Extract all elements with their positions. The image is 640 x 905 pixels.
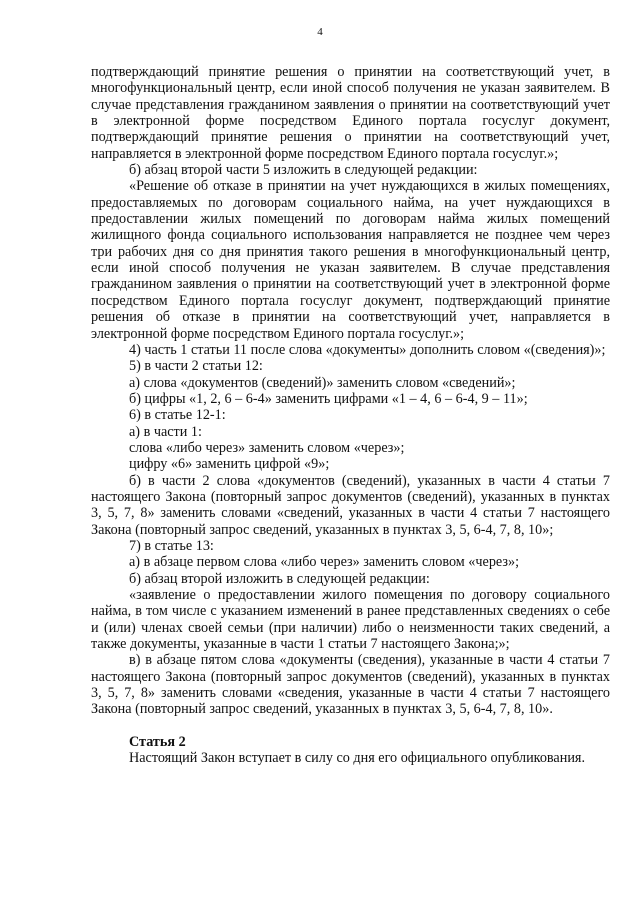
paragraph-item-4: 4) часть 1 статьи 11 после слова «документы» дополнить словом «(сведения)»; [129,341,606,358]
paragraph-item-5b: б) цифры «1, 2, 6 – 6-4» заменить цифрами «1 – 4, 6 – 6-4, 9 – 11»; [129,390,528,407]
paragraph-item-6: 6) в статье 12-1: [129,407,226,424]
paragraph-item-6b: б) в части 2 слова «документов (сведений), указанных в части 4 статьи 7 настоящего Закона (повторный запрос документов (сведений), указанных в пунктах 3, 5, 7, 8» заменить словами «сведений, указанных в части 4 статьи 7 настоящего Закона (повторный запрос сведений, указанных в пунктах 3, 5, 6-4, 7, 8, 10»; [91,472,610,538]
page-number: 4 [317,26,323,38]
document-body [91,64,610,766]
paragraph-item-6a-digit: цифру «6» заменить цифрой «9»; [129,456,330,473]
paragraph-item-5a: а) слова «документов (сведений)» заменить словом «сведений»; [129,374,516,391]
paragraph-continuation: подтверждающий принятие решения о принятии на соответствующий учет, в многофункциональный центр, если иной способ получения не указан заявителем. В случае представления гражданином заявления о принятии на соответствующий учет в электронной форме посредством Единого портала госуслуг документ, подтверждающий принятие решения о принятии на соответствующий учет, направляется в электронной форме посредством Единого портала госуслуг.»; [91,64,610,162]
paragraph-item-b-part5: б) абзац второй части 5 изложить в следующей редакции: [129,162,478,179]
paragraph-item-7a: а) в абзаце первом слова «либо через» заменить словом «через»; [129,554,520,571]
article-heading: Статья 2 [129,733,186,750]
paragraph-item-7: 7) в статье 13: [129,537,214,554]
paragraph-item-7v: в) в абзаце пятом слова «документы (сведения), указанные в части 4 статьи 7 настоящего Закона (повторный запрос документов (сведений), указанных в пунктах 3, 5, 7, 8» заменить словами «сведения, указанные в части 4 статьи 7 настоящего Закона (повторный запрос сведений, указанных в пунктах 3, 5, 6-4, 7, 8, 10». [91,652,610,718]
paragraph-application-text: «заявление о предоставлении жилого помещения по договору социального найма, в том числе с указанием изменений в ранее представленных сведениях о себе и (или) членах своей семьи (при наличии) либо о неизменности таких сведений, а также документы, указанные в части 1 статьи 7 настоящего Закона;»; [91,587,610,653]
article-text: Настоящий Закон вступает в силу со дня его официального опубликования. [129,750,585,767]
paragraph-refusal-decision: «Решение об отказе в принятии на учет нуждающихся в жилых помещениях, предоставляемых по договорам социального найма, на учет нуждающихся в предоставлении жилых помещений по договорам найма жилых помещений жилищного фонда социального использования направляется не позднее чем через три рабочих дня со дня принятия такого решения в многофункциональный центр, если иной способ получения не указан заявителем. В случае представления гражданином заявления о принятии на соответствующий учет в электронной форме посредством Единого портала госуслуг документ, подтверждающий принятие решения об отказе в принятии на соответствующий учет, направляется в электронной форме посредством Единого портала госуслуг.»; [91,178,610,342]
paragraph-item-7b: б) абзац второй изложить в следующей редакции: [129,570,430,587]
paragraph-item-5: 5) в части 2 статьи 12: [129,358,263,375]
paragraph-item-6a-words: слова «либо через» заменить словом «через»; [129,439,405,456]
paragraph-item-6a: а) в части 1: [129,423,202,440]
